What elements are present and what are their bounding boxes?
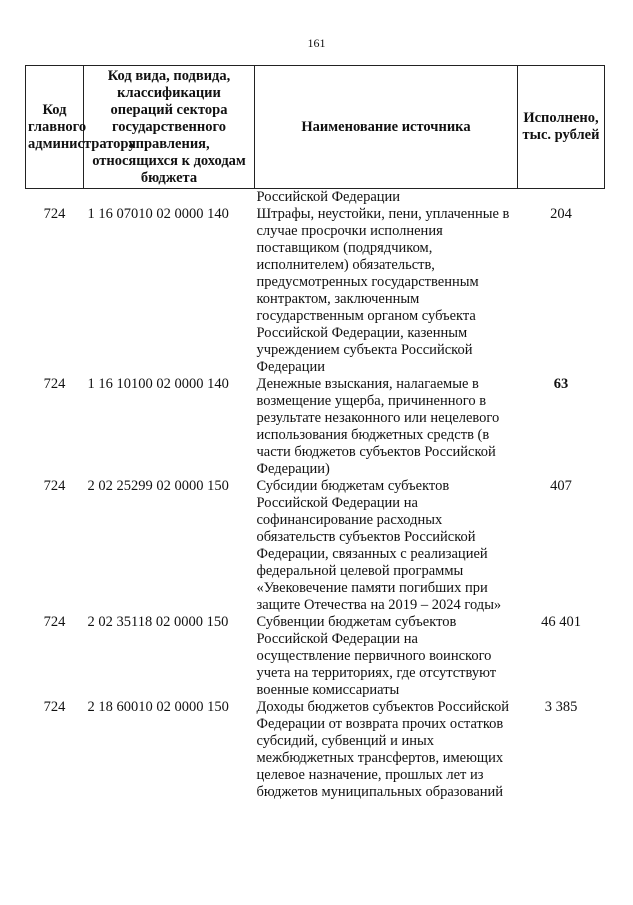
- table-header: [26, 66, 605, 189]
- table-row: [26, 614, 605, 699]
- continuation-row: [26, 189, 605, 207]
- admin-code-cell: 724: [43, 614, 66, 630]
- admin-code-cell: 724: [43, 478, 66, 494]
- revenue-table: [25, 65, 605, 801]
- source-name-cell: Доходы бюджетов субъектов Российской Федерации от возврата прочих остатков субсидий, субвенций и иных межбюджетных трансфертов, имеющих целевое назначение, прошлых лет из бюджетов муниципальных образований: [256, 699, 509, 800]
- source-name-cell: Субвенции бюджетам субъектов Российской Федерации на осуществление первичного воинского учета на территориях, где отсутствуют военные комиссариаты: [256, 614, 497, 698]
- table-body: [26, 189, 605, 802]
- source-name-cell: Субсидии бюджетам субъектов Российской Федерации на софинансирование расходных обязательств субъектов Российской Федерации, связанных с реализацией федеральной целевой программы «Увековечение памяти погибших при защите Отечества на 2019 – 2024 годы»: [256, 478, 502, 613]
- admin-code-cell: 724: [43, 699, 66, 715]
- amount-cell: 204: [550, 206, 572, 222]
- admin-code-cell: 724: [43, 376, 66, 392]
- kbk-code-cell: 1 16 07010 02 0000 140: [87, 206, 229, 222]
- header-kbk: Код вида, подвида, классификации операций сектора государственного управления, относящихся к доходам бюджета: [84, 66, 255, 189]
- header-amount: Исполнено, тыс. рублей: [518, 66, 605, 189]
- table-row: [26, 376, 605, 478]
- kbk-code-cell: 2 02 35118 02 0000 150: [87, 614, 229, 630]
- table-row: [26, 478, 605, 614]
- amount-cell: 46 401: [541, 614, 581, 630]
- kbk-code-cell: 2 02 25299 02 0000 150: [87, 478, 229, 494]
- amount-cell: 407: [550, 478, 572, 494]
- kbk-code-cell: 2 18 60010 02 0000 150: [87, 699, 229, 715]
- admin-code-cell: 724: [43, 206, 66, 222]
- source-name-cell: Штрафы, неустойки, пени, уплаченные в случае просрочки исполнения поставщиком (подрядчиком, исполнителем) обязательств, предусмотренных государственным контрактом, заключенным государственным органом субъекта Российской Федерации, казенным учреждением субъекта Российской Федерации: [256, 206, 510, 375]
- amount-cell: 63: [553, 376, 569, 392]
- source-name-cell: Денежные взыскания, налагаемые в возмещение ущерба, причиненного в результате незаконного или нецелевого использования бюджетных средств (в части бюджетов субъектов Российской Федерации): [256, 376, 500, 477]
- header-admin-code: Код главного администратора: [26, 66, 84, 189]
- continuation-text: Российской Федерации: [256, 189, 401, 205]
- page-number: 161: [307, 36, 326, 50]
- table-row: [26, 699, 605, 801]
- kbk-code-cell: 1 16 10100 02 0000 140: [87, 376, 229, 392]
- table-row: [26, 206, 605, 376]
- amount-cell: 3 385: [544, 699, 578, 715]
- header-name: Наименование источника: [255, 66, 518, 189]
